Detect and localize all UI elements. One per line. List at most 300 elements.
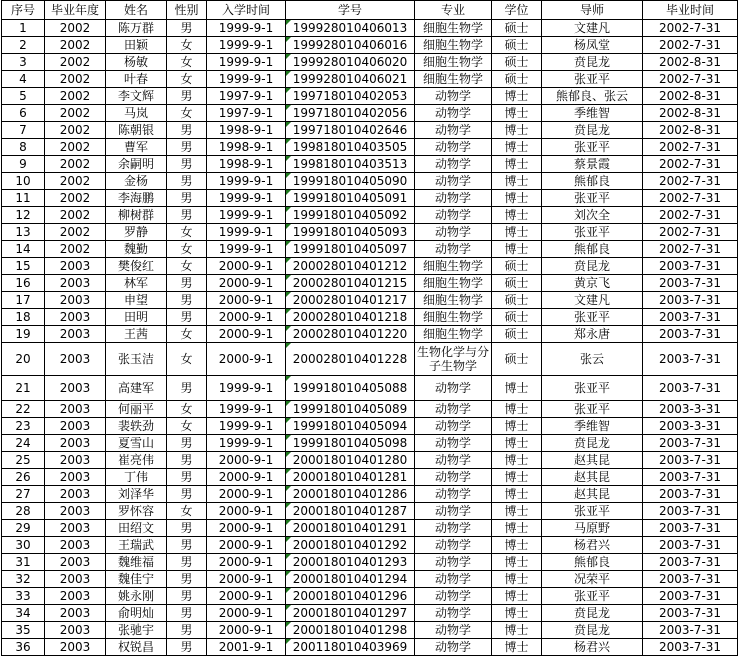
cell-grad-year[interactable]: 2003	[45, 537, 106, 554]
cell-gender[interactable]: 女	[167, 401, 207, 418]
cell-student-id[interactable]: 200018010401294	[286, 571, 415, 588]
cell-degree[interactable]: 博士	[492, 503, 542, 520]
cell-grad-year[interactable]: 2003	[45, 571, 106, 588]
cell-name[interactable]: 叶春	[106, 71, 167, 88]
cell-gender[interactable]: 男	[167, 469, 207, 486]
cell-seq[interactable]: 33	[2, 588, 45, 605]
cell-name[interactable]: 丁伟	[106, 469, 167, 486]
cell-name[interactable]: 权锐昌	[106, 639, 167, 656]
cell-student-id[interactable]: 199918010405097	[286, 241, 415, 258]
cell-grad-date[interactable]: 2003-7-31	[643, 258, 738, 275]
cell-grad-date[interactable]: 2003-7-31	[643, 376, 738, 401]
cell-advisor[interactable]: 张亚平	[542, 190, 643, 207]
cell-advisor[interactable]: 贲昆龙	[542, 258, 643, 275]
cell-name[interactable]: 夏雪山	[106, 435, 167, 452]
cell-enroll-date[interactable]: 2000-9-1	[207, 503, 286, 520]
cell-gender[interactable]: 男	[167, 622, 207, 639]
cell-advisor[interactable]: 张亚平	[542, 401, 643, 418]
cell-degree[interactable]: 博士	[492, 401, 542, 418]
cell-degree[interactable]: 博士	[492, 224, 542, 241]
cell-enroll-date[interactable]: 2001-9-1	[207, 639, 286, 656]
cell-name[interactable]: 高建军	[106, 376, 167, 401]
cell-name[interactable]: 申望	[106, 292, 167, 309]
cell-gender[interactable]: 女	[167, 71, 207, 88]
cell-advisor[interactable]: 张亚平	[542, 139, 643, 156]
cell-enroll-date[interactable]: 2000-9-1	[207, 292, 286, 309]
cell-enroll-date[interactable]: 1998-9-1	[207, 139, 286, 156]
cell-major[interactable]: 细胞生物学	[415, 71, 492, 88]
cell-grad-year[interactable]: 2002	[45, 190, 106, 207]
cell-degree[interactable]: 博士	[492, 190, 542, 207]
cell-advisor[interactable]: 张亚平	[542, 503, 643, 520]
cell-name[interactable]: 田明	[106, 309, 167, 326]
cell-major[interactable]: 动物学	[415, 173, 492, 190]
cell-grad-year[interactable]: 2003	[45, 639, 106, 656]
cell-student-id[interactable]: 200028010401217	[286, 292, 415, 309]
cell-gender[interactable]: 男	[167, 20, 207, 37]
cell-advisor[interactable]: 贲昆龙	[542, 605, 643, 622]
cell-major[interactable]: 动物学	[415, 418, 492, 435]
cell-name[interactable]: 樊俊红	[106, 258, 167, 275]
cell-student-id[interactable]: 200018010401297	[286, 605, 415, 622]
cell-name[interactable]: 金杨	[106, 173, 167, 190]
cell-major[interactable]: 动物学	[415, 241, 492, 258]
cell-degree[interactable]: 博士	[492, 605, 542, 622]
cell-grad-year[interactable]: 2003	[45, 469, 106, 486]
cell-name[interactable]: 田绍文	[106, 520, 167, 537]
cell-degree[interactable]: 硕士	[492, 343, 542, 376]
cell-gender[interactable]: 女	[167, 503, 207, 520]
cell-advisor[interactable]: 蔡景霞	[542, 156, 643, 173]
cell-grad-year[interactable]: 2003	[45, 605, 106, 622]
cell-seq[interactable]: 36	[2, 639, 45, 656]
cell-gender[interactable]: 女	[167, 343, 207, 376]
cell-grad-year[interactable]: 2003	[45, 401, 106, 418]
cell-advisor[interactable]: 马原野	[542, 520, 643, 537]
cell-student-id[interactable]: 200028010401228	[286, 343, 415, 376]
cell-student-id[interactable]: 200018010401280	[286, 452, 415, 469]
cell-student-id[interactable]: 199918010405092	[286, 207, 415, 224]
cell-student-id[interactable]: 199718010402056	[286, 105, 415, 122]
cell-student-id[interactable]: 200118010403969	[286, 639, 415, 656]
cell-seq[interactable]: 5	[2, 88, 45, 105]
cell-student-id[interactable]: 199918010405094	[286, 418, 415, 435]
cell-name[interactable]: 裴轶劲	[106, 418, 167, 435]
header-name[interactable]: 姓名	[106, 1, 167, 20]
cell-grad-date[interactable]: 2003-7-31	[643, 554, 738, 571]
cell-major[interactable]: 动物学	[415, 376, 492, 401]
cell-enroll-date[interactable]: 2000-9-1	[207, 309, 286, 326]
cell-major[interactable]: 动物学	[415, 122, 492, 139]
cell-seq[interactable]: 24	[2, 435, 45, 452]
cell-seq[interactable]: 9	[2, 156, 45, 173]
cell-gender[interactable]: 男	[167, 571, 207, 588]
cell-enroll-date[interactable]: 1999-9-1	[207, 224, 286, 241]
cell-student-id[interactable]: 199918010405090	[286, 173, 415, 190]
cell-name[interactable]: 崔亮伟	[106, 452, 167, 469]
cell-student-id[interactable]: 199918010405091	[286, 190, 415, 207]
cell-seq[interactable]: 25	[2, 452, 45, 469]
cell-gender[interactable]: 男	[167, 292, 207, 309]
cell-degree[interactable]: 博士	[492, 207, 542, 224]
cell-name[interactable]: 张玉洁	[106, 343, 167, 376]
cell-grad-year[interactable]: 2002	[45, 88, 106, 105]
cell-advisor[interactable]: 张亚平	[542, 71, 643, 88]
cell-major[interactable]: 动物学	[415, 190, 492, 207]
cell-student-id[interactable]: 199928010406016	[286, 37, 415, 54]
cell-degree[interactable]: 博士	[492, 435, 542, 452]
cell-student-id[interactable]: 199818010403505	[286, 139, 415, 156]
cell-grad-date[interactable]: 2003-7-31	[643, 503, 738, 520]
cell-seq[interactable]: 28	[2, 503, 45, 520]
cell-degree[interactable]: 博士	[492, 173, 542, 190]
cell-grad-year[interactable]: 2003	[45, 486, 106, 503]
header-advisor[interactable]: 导师	[542, 1, 643, 20]
cell-gender[interactable]: 男	[167, 156, 207, 173]
cell-grad-date[interactable]: 2002-8-31	[643, 88, 738, 105]
cell-major[interactable]: 动物学	[415, 435, 492, 452]
cell-seq[interactable]: 21	[2, 376, 45, 401]
cell-enroll-date[interactable]: 2000-9-1	[207, 554, 286, 571]
cell-gender[interactable]: 男	[167, 554, 207, 571]
cell-gender[interactable]: 男	[167, 275, 207, 292]
cell-major[interactable]: 细胞生物学	[415, 20, 492, 37]
cell-seq[interactable]: 15	[2, 258, 45, 275]
cell-grad-date[interactable]: 2003-7-31	[643, 292, 738, 309]
cell-grad-date[interactable]: 2003-7-31	[643, 309, 738, 326]
cell-name[interactable]: 马岚	[106, 105, 167, 122]
cell-name[interactable]: 王茜	[106, 326, 167, 343]
cell-gender[interactable]: 女	[167, 105, 207, 122]
cell-student-id[interactable]: 199918010405098	[286, 435, 415, 452]
cell-enroll-date[interactable]: 1998-9-1	[207, 156, 286, 173]
cell-name[interactable]: 王瑞武	[106, 537, 167, 554]
cell-seq[interactable]: 8	[2, 139, 45, 156]
cell-seq[interactable]: 1	[2, 20, 45, 37]
cell-name[interactable]: 魏维福	[106, 554, 167, 571]
cell-advisor[interactable]: 张亚平	[542, 376, 643, 401]
cell-degree[interactable]: 博士	[492, 622, 542, 639]
cell-advisor[interactable]: 熊郁良	[542, 241, 643, 258]
cell-grad-date[interactable]: 2003-7-31	[643, 571, 738, 588]
cell-major[interactable]: 细胞生物学	[415, 37, 492, 54]
cell-advisor[interactable]: 杨君兴	[542, 537, 643, 554]
cell-grad-year[interactable]: 2003	[45, 452, 106, 469]
cell-seq[interactable]: 27	[2, 486, 45, 503]
cell-student-id[interactable]: 199918010405093	[286, 224, 415, 241]
cell-advisor[interactable]: 熊郁良	[542, 173, 643, 190]
cell-advisor[interactable]: 刘次全	[542, 207, 643, 224]
cell-degree[interactable]: 博士	[492, 241, 542, 258]
cell-degree[interactable]: 硕士	[492, 326, 542, 343]
cell-advisor[interactable]: 贲昆龙	[542, 54, 643, 71]
cell-grad-date[interactable]: 2003-7-31	[643, 605, 738, 622]
cell-enroll-date[interactable]: 1999-9-1	[207, 190, 286, 207]
cell-major[interactable]: 动物学	[415, 452, 492, 469]
cell-gender[interactable]: 男	[167, 190, 207, 207]
cell-name[interactable]: 罗怀容	[106, 503, 167, 520]
cell-seq[interactable]: 26	[2, 469, 45, 486]
cell-seq[interactable]: 34	[2, 605, 45, 622]
cell-advisor[interactable]: 文建凡	[542, 20, 643, 37]
cell-degree[interactable]: 博士	[492, 571, 542, 588]
cell-degree[interactable]: 博士	[492, 139, 542, 156]
cell-grad-year[interactable]: 2002	[45, 105, 106, 122]
cell-degree[interactable]: 博士	[492, 105, 542, 122]
header-grad-year[interactable]: 毕业年度	[45, 1, 106, 20]
cell-grad-year[interactable]: 2003	[45, 258, 106, 275]
cell-gender[interactable]: 男	[167, 88, 207, 105]
cell-enroll-date[interactable]: 1999-9-1	[207, 20, 286, 37]
cell-seq[interactable]: 22	[2, 401, 45, 418]
cell-name[interactable]: 魏勤	[106, 241, 167, 258]
cell-grad-date[interactable]: 2002-7-31	[643, 20, 738, 37]
cell-grad-year[interactable]: 2002	[45, 37, 106, 54]
cell-seq[interactable]: 35	[2, 622, 45, 639]
cell-degree[interactable]: 博士	[492, 452, 542, 469]
cell-name[interactable]: 林军	[106, 275, 167, 292]
cell-student-id[interactable]: 199918010405089	[286, 401, 415, 418]
cell-enroll-date[interactable]: 2000-9-1	[207, 469, 286, 486]
cell-grad-date[interactable]: 2002-8-31	[643, 105, 738, 122]
cell-grad-date[interactable]: 2002-7-31	[643, 224, 738, 241]
cell-degree[interactable]: 博士	[492, 122, 542, 139]
cell-advisor[interactable]: 赵其昆	[542, 486, 643, 503]
cell-major[interactable]: 细胞生物学	[415, 258, 492, 275]
cell-degree[interactable]: 硕士	[492, 71, 542, 88]
cell-seq[interactable]: 14	[2, 241, 45, 258]
cell-gender[interactable]: 女	[167, 418, 207, 435]
cell-grad-date[interactable]: 2003-7-31	[643, 520, 738, 537]
cell-student-id[interactable]: 200018010401298	[286, 622, 415, 639]
cell-major[interactable]: 动物学	[415, 156, 492, 173]
cell-advisor[interactable]: 熊郁良、张云	[542, 88, 643, 105]
cell-grad-date[interactable]: 2003-7-31	[643, 275, 738, 292]
cell-seq[interactable]: 16	[2, 275, 45, 292]
cell-grad-year[interactable]: 2003	[45, 435, 106, 452]
cell-major[interactable]: 细胞生物学	[415, 275, 492, 292]
cell-student-id[interactable]: 200018010401293	[286, 554, 415, 571]
cell-major[interactable]: 动物学	[415, 105, 492, 122]
cell-gender[interactable]: 男	[167, 639, 207, 656]
cell-grad-year[interactable]: 2003	[45, 343, 106, 376]
cell-grad-date[interactable]: 2002-7-31	[643, 207, 738, 224]
cell-grad-year[interactable]: 2002	[45, 241, 106, 258]
header-grad-date[interactable]: 毕业时间	[643, 1, 738, 20]
cell-student-id[interactable]: 200018010401296	[286, 588, 415, 605]
cell-gender[interactable]: 女	[167, 54, 207, 71]
cell-major[interactable]: 动物学	[415, 503, 492, 520]
cell-grad-date[interactable]: 2002-7-31	[643, 173, 738, 190]
cell-grad-date[interactable]: 2003-3-31	[643, 401, 738, 418]
header-student-id[interactable]: 学号	[286, 1, 415, 20]
cell-grad-date[interactable]: 2003-7-31	[643, 622, 738, 639]
header-major[interactable]: 专业	[415, 1, 492, 20]
cell-advisor[interactable]: 季维智	[542, 418, 643, 435]
cell-enroll-date[interactable]: 2000-9-1	[207, 486, 286, 503]
cell-seq[interactable]: 17	[2, 292, 45, 309]
cell-student-id[interactable]: 200018010401287	[286, 503, 415, 520]
cell-seq[interactable]: 10	[2, 173, 45, 190]
cell-student-id[interactable]: 200028010401212	[286, 258, 415, 275]
cell-enroll-date[interactable]: 2000-9-1	[207, 622, 286, 639]
cell-grad-date[interactable]: 2003-7-31	[643, 435, 738, 452]
cell-grad-date[interactable]: 2003-7-31	[643, 486, 738, 503]
cell-major[interactable]: 动物学	[415, 622, 492, 639]
cell-degree[interactable]: 硕士	[492, 309, 542, 326]
cell-grad-year[interactable]: 2003	[45, 622, 106, 639]
cell-seq[interactable]: 18	[2, 309, 45, 326]
header-seq[interactable]: 序号	[2, 1, 45, 20]
cell-seq[interactable]: 3	[2, 54, 45, 71]
cell-degree[interactable]: 博士	[492, 537, 542, 554]
cell-advisor[interactable]: 黄京飞	[542, 275, 643, 292]
cell-gender[interactable]: 男	[167, 520, 207, 537]
cell-seq[interactable]: 11	[2, 190, 45, 207]
cell-enroll-date[interactable]: 1999-9-1	[207, 241, 286, 258]
cell-advisor[interactable]: 张亚平	[542, 224, 643, 241]
cell-enroll-date[interactable]: 1999-9-1	[207, 376, 286, 401]
cell-major[interactable]: 动物学	[415, 588, 492, 605]
cell-student-id[interactable]: 199918010405088	[286, 376, 415, 401]
cell-major[interactable]: 动物学	[415, 520, 492, 537]
cell-enroll-date[interactable]: 2000-9-1	[207, 275, 286, 292]
cell-major[interactable]: 动物学	[415, 207, 492, 224]
cell-gender[interactable]: 男	[167, 376, 207, 401]
cell-name[interactable]: 魏佳宁	[106, 571, 167, 588]
cell-major[interactable]: 细胞生物学	[415, 326, 492, 343]
cell-advisor[interactable]: 贲昆龙	[542, 122, 643, 139]
cell-degree[interactable]: 博士	[492, 156, 542, 173]
cell-grad-year[interactable]: 2003	[45, 292, 106, 309]
cell-grad-date[interactable]: 2002-8-31	[643, 54, 738, 71]
cell-gender[interactable]: 女	[167, 224, 207, 241]
cell-student-id[interactable]: 199718010402053	[286, 88, 415, 105]
cell-grad-date[interactable]: 2002-8-31	[643, 122, 738, 139]
header-enroll-date[interactable]: 入学时间	[207, 1, 286, 20]
cell-grad-year[interactable]: 2003	[45, 376, 106, 401]
cell-grad-date[interactable]: 2003-7-31	[643, 452, 738, 469]
cell-enroll-date[interactable]: 2000-9-1	[207, 537, 286, 554]
cell-grad-year[interactable]: 2003	[45, 326, 106, 343]
cell-student-id[interactable]: 200018010401292	[286, 537, 415, 554]
cell-student-id[interactable]: 199928010406020	[286, 54, 415, 71]
cell-degree[interactable]: 博士	[492, 376, 542, 401]
cell-major[interactable]: 动物学	[415, 571, 492, 588]
cell-gender[interactable]: 男	[167, 605, 207, 622]
cell-degree[interactable]: 博士	[492, 639, 542, 656]
cell-seq[interactable]: 32	[2, 571, 45, 588]
cell-advisor[interactable]: 熊郁良	[542, 554, 643, 571]
cell-enroll-date[interactable]: 2000-9-1	[207, 588, 286, 605]
cell-major[interactable]: 动物学	[415, 605, 492, 622]
cell-name[interactable]: 柳树群	[106, 207, 167, 224]
cell-degree[interactable]: 硕士	[492, 20, 542, 37]
cell-name[interactable]: 杨敏	[106, 54, 167, 71]
cell-grad-year[interactable]: 2003	[45, 520, 106, 537]
cell-student-id[interactable]: 199928010406013	[286, 20, 415, 37]
cell-advisor[interactable]: 季维智	[542, 105, 643, 122]
cell-seq[interactable]: 30	[2, 537, 45, 554]
cell-seq[interactable]: 12	[2, 207, 45, 224]
cell-degree[interactable]: 博士	[492, 418, 542, 435]
cell-gender[interactable]: 男	[167, 139, 207, 156]
header-degree[interactable]: 学位	[492, 1, 542, 20]
cell-gender[interactable]: 男	[167, 122, 207, 139]
cell-student-id[interactable]: 200028010401218	[286, 309, 415, 326]
cell-grad-date[interactable]: 2003-7-31	[643, 639, 738, 656]
cell-gender[interactable]: 男	[167, 173, 207, 190]
cell-gender[interactable]: 男	[167, 207, 207, 224]
cell-seq[interactable]: 19	[2, 326, 45, 343]
cell-degree[interactable]: 硕士	[492, 37, 542, 54]
cell-gender[interactable]: 男	[167, 452, 207, 469]
cell-enroll-date[interactable]: 2000-9-1	[207, 520, 286, 537]
cell-enroll-date[interactable]: 1999-9-1	[207, 173, 286, 190]
cell-name[interactable]: 刘泽华	[106, 486, 167, 503]
cell-degree[interactable]: 博士	[492, 469, 542, 486]
cell-advisor[interactable]: 杨凤堂	[542, 37, 643, 54]
cell-grad-date[interactable]: 2003-7-31	[643, 588, 738, 605]
cell-name[interactable]: 姚永刚	[106, 588, 167, 605]
cell-enroll-date[interactable]: 2000-9-1	[207, 571, 286, 588]
cell-name[interactable]: 余嗣明	[106, 156, 167, 173]
cell-enroll-date[interactable]: 2000-9-1	[207, 605, 286, 622]
cell-seq[interactable]: 31	[2, 554, 45, 571]
cell-enroll-date[interactable]: 1997-9-1	[207, 88, 286, 105]
cell-name[interactable]: 陈朝银	[106, 122, 167, 139]
cell-grad-year[interactable]: 2003	[45, 309, 106, 326]
cell-enroll-date[interactable]: 2000-9-1	[207, 452, 286, 469]
cell-student-id[interactable]: 199818010403513	[286, 156, 415, 173]
cell-enroll-date[interactable]: 2000-9-1	[207, 343, 286, 376]
cell-gender[interactable]: 女	[167, 37, 207, 54]
cell-gender[interactable]: 男	[167, 435, 207, 452]
cell-advisor[interactable]: 张云	[542, 343, 643, 376]
cell-advisor[interactable]: 赵其昆	[542, 469, 643, 486]
cell-degree[interactable]: 博士	[492, 554, 542, 571]
cell-seq[interactable]: 4	[2, 71, 45, 88]
cell-grad-year[interactable]: 2002	[45, 156, 106, 173]
cell-enroll-date[interactable]: 1999-9-1	[207, 401, 286, 418]
cell-advisor[interactable]: 贲昆龙	[542, 622, 643, 639]
cell-gender[interactable]: 男	[167, 486, 207, 503]
cell-grad-year[interactable]: 2003	[45, 588, 106, 605]
cell-name[interactable]: 张驰宇	[106, 622, 167, 639]
cell-major[interactable]: 动物学	[415, 224, 492, 241]
cell-grad-year[interactable]: 2003	[45, 554, 106, 571]
cell-major[interactable]: 生物化学与分子生物学	[415, 343, 492, 376]
cell-advisor[interactable]: 贲昆龙	[542, 435, 643, 452]
cell-name[interactable]: 田颖	[106, 37, 167, 54]
cell-seq[interactable]: 2	[2, 37, 45, 54]
cell-advisor[interactable]: 赵其昆	[542, 452, 643, 469]
cell-grad-year[interactable]: 2002	[45, 71, 106, 88]
cell-major[interactable]: 动物学	[415, 486, 492, 503]
cell-gender[interactable]: 男	[167, 309, 207, 326]
cell-degree[interactable]: 硕士	[492, 292, 542, 309]
cell-major[interactable]: 动物学	[415, 554, 492, 571]
cell-grad-date[interactable]: 2002-7-31	[643, 156, 738, 173]
cell-degree[interactable]: 硕士	[492, 275, 542, 292]
cell-grad-year[interactable]: 2002	[45, 54, 106, 71]
cell-student-id[interactable]: 200018010401291	[286, 520, 415, 537]
cell-student-id[interactable]: 200018010401286	[286, 486, 415, 503]
cell-enroll-date[interactable]: 1999-9-1	[207, 418, 286, 435]
cell-major[interactable]: 动物学	[415, 537, 492, 554]
cell-grad-date[interactable]: 2002-7-31	[643, 190, 738, 207]
cell-major[interactable]: 动物学	[415, 469, 492, 486]
